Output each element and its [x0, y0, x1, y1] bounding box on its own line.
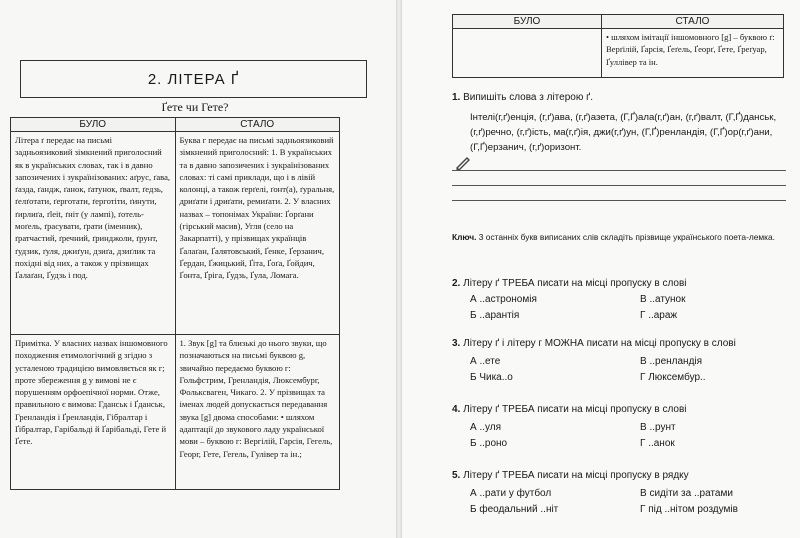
answer-option[interactable]: Г ..араж — [640, 310, 678, 321]
question-1 — [452, 92, 593, 103]
section-title-text: 2. ЛІТЕРА Ґ — [147, 70, 240, 88]
section-title — [20, 60, 367, 98]
answer-option[interactable]: В ..ренландія — [640, 356, 703, 367]
section-subtitle: Ґете чи Гете? — [161, 100, 229, 114]
continuation-after-cell: • шляхом імітації іншомовного [g] – буквою ґ: Верґілій, Ґарсія, Ґеґель, Ґеорґ, Ґете, Ґреґуар, Ґуллівер та ін. — [601, 29, 783, 78]
answer-option[interactable]: Б ..арантія — [470, 310, 520, 321]
answer-option[interactable]: А ..астрономія — [470, 294, 537, 305]
answer-option[interactable]: А ..ете — [470, 356, 501, 367]
column-header-after: СТАЛО — [175, 118, 340, 132]
key-label: Ключ. — [452, 232, 477, 242]
answer-option[interactable]: В ..атунок — [640, 294, 686, 305]
question-number: 1. — [452, 92, 461, 103]
key-text: 3 останніх букв виписаних слів складіть прізвище українського поета-лемка. — [478, 232, 776, 242]
question-text: Літеру ґ ТРЕБА писати на місці пропуску в слові — [463, 278, 687, 289]
answer-option[interactable]: В сидіти за ..ратами — [640, 488, 733, 499]
question-text: Літеру ґ ТРЕБА писати на місці пропуску в рядку — [463, 470, 689, 481]
answer-line[interactable] — [452, 170, 786, 171]
answer-option[interactable]: Б феодальний ..ніт — [470, 504, 559, 515]
answer-line[interactable] — [452, 200, 786, 201]
answer-option[interactable]: А ..рати у футбол — [470, 488, 552, 499]
answer-line[interactable] — [452, 185, 786, 186]
question-text: Літеру ґ і літеру г МОЖНА писати на місці пропуску в слові — [463, 338, 736, 349]
answer-option[interactable]: А ..уля — [470, 422, 502, 433]
book-spine — [396, 0, 402, 538]
column-header-after: СТАЛО — [601, 15, 783, 29]
question-text: Літеру ґ ТРЕБА писати на місці пропуску в слові — [463, 404, 687, 415]
rule-before-cell: Літера ґ передає на письмі задньоязиковий зімкнений приголосний як в українських словах, так і в давно запозичених і зукраїнізованих: аґрус, ґава, ґазда, ґандж, ґанок, ґатунок, ґвалт, ґедзь, ґелґотати, ґерготати, ґерготіти, ґинути, ґирлиґа, ґleit, ґніт (у лампі), ґотель-моґель, ґрасувати, ґрати (іменник), ґратчастий, ґречний, ґринджоли, ґрунт, ґудзик, ґуля, джиґун, дзиґа, дзиґлик та похідні від них, а також у прізвищах Ґалаґан, Ґудзь і под. — [11, 132, 176, 335]
question-1-words: Інтелі(г,ґ)енція, (г,ґ)ава, (г,ґ)азета, (Г,Ґ)ала(г,ґ)ан, (г,ґ)валт, (Г,Ґ)данськ, (г,ґ)речно, (г,ґ)ість, ма(г,ґ)ія, джи(г,ґ)ун, (Г,Ґ)ренландія, (Г,Ґ)ор(г,ґ)ани, (Г,Ґ)ерзанич, (г,ґ)оризонт. — [470, 112, 777, 153]
question-number: 3. — [452, 338, 461, 349]
column-header-before: БУЛО — [11, 118, 176, 132]
rule-after-cell: Буква г передає на письмі задньоязиковий зімкнений приголосний: 1. В українських та в давно запозичених і зукраїнізованих словах: ті самі приклади, що і в лівій колонці, а також ґерґелі, ґонт(а), ґуральня, дриґати і дриґати, ремиґати. 2. У власних назвах – топонімах України: Ґорґани (гірський масив), Угля (село на Закарпатті), у прізвищах українців Ґалаґан, Ґалятовський, Ґенкe, Ґерзанич, Ґердан, Ґжицький, Ґіта, Ґоґа, Ґойдич, Ґонта, Ґрігa, Ґудзь, Ґула, Ломага. — [175, 132, 340, 335]
answer-option[interactable]: Б Чика..о — [470, 372, 513, 383]
question-text: Випишіть слова з літерою ґ. — [463, 92, 593, 103]
answer-option[interactable]: Г ..анок — [640, 438, 675, 449]
question-number: 4. — [452, 404, 461, 415]
note-before-cell: Примітка. У власних назвах іншомовного походження етимологічний g згідно з усталеною традицією вимовляється як г; проте збереження g у вимові не є порушенням орфоепічної норми. Отже, правильною є вимова: Гданськ і Ґданськ, Гренландія і Ґренландія, Гібралтар і Ґібралтар, Гарібальді й Ґарібальді, Гете й Ґете. — [11, 335, 176, 490]
comparison-table-right — [452, 14, 784, 78]
question-4 — [452, 404, 687, 415]
question-number: 5. — [452, 470, 461, 481]
answer-option[interactable]: Г Люксембур.. — [640, 372, 706, 383]
question-5 — [452, 470, 689, 481]
answer-option[interactable]: В ..рунт — [640, 422, 676, 433]
answer-lines[interactable] — [452, 170, 786, 215]
column-header-before: БУЛО — [453, 15, 602, 29]
comparison-table-left — [10, 117, 340, 490]
answer-option[interactable]: Б ..роно — [470, 438, 508, 449]
question-number: 2. — [452, 278, 461, 289]
question-2 — [452, 278, 687, 289]
note-after-cell: 1. Звук [g] та близькі до нього звуки, що позначаються на письмі буквою g, звичайно передаємо буквою г: Гольфстрим, Гренландія, Люксембург, Фольксваген, Чикаго. 2. У прізвищах та іменах людей допускається передавання звука [g] двома способами: • шляхом адаптації до звукового ладу української мови – буквою г: Вергілій, Гарсія, Гегель, Георг, Гете, Гегель, Гулівер та ін.; — [175, 335, 340, 490]
key-hint — [452, 232, 788, 243]
question-3 — [452, 338, 736, 349]
continuation-before-cell — [453, 29, 602, 78]
right-page — [400, 0, 800, 538]
answer-option[interactable]: Г під ..нітом роздумів — [640, 504, 738, 515]
